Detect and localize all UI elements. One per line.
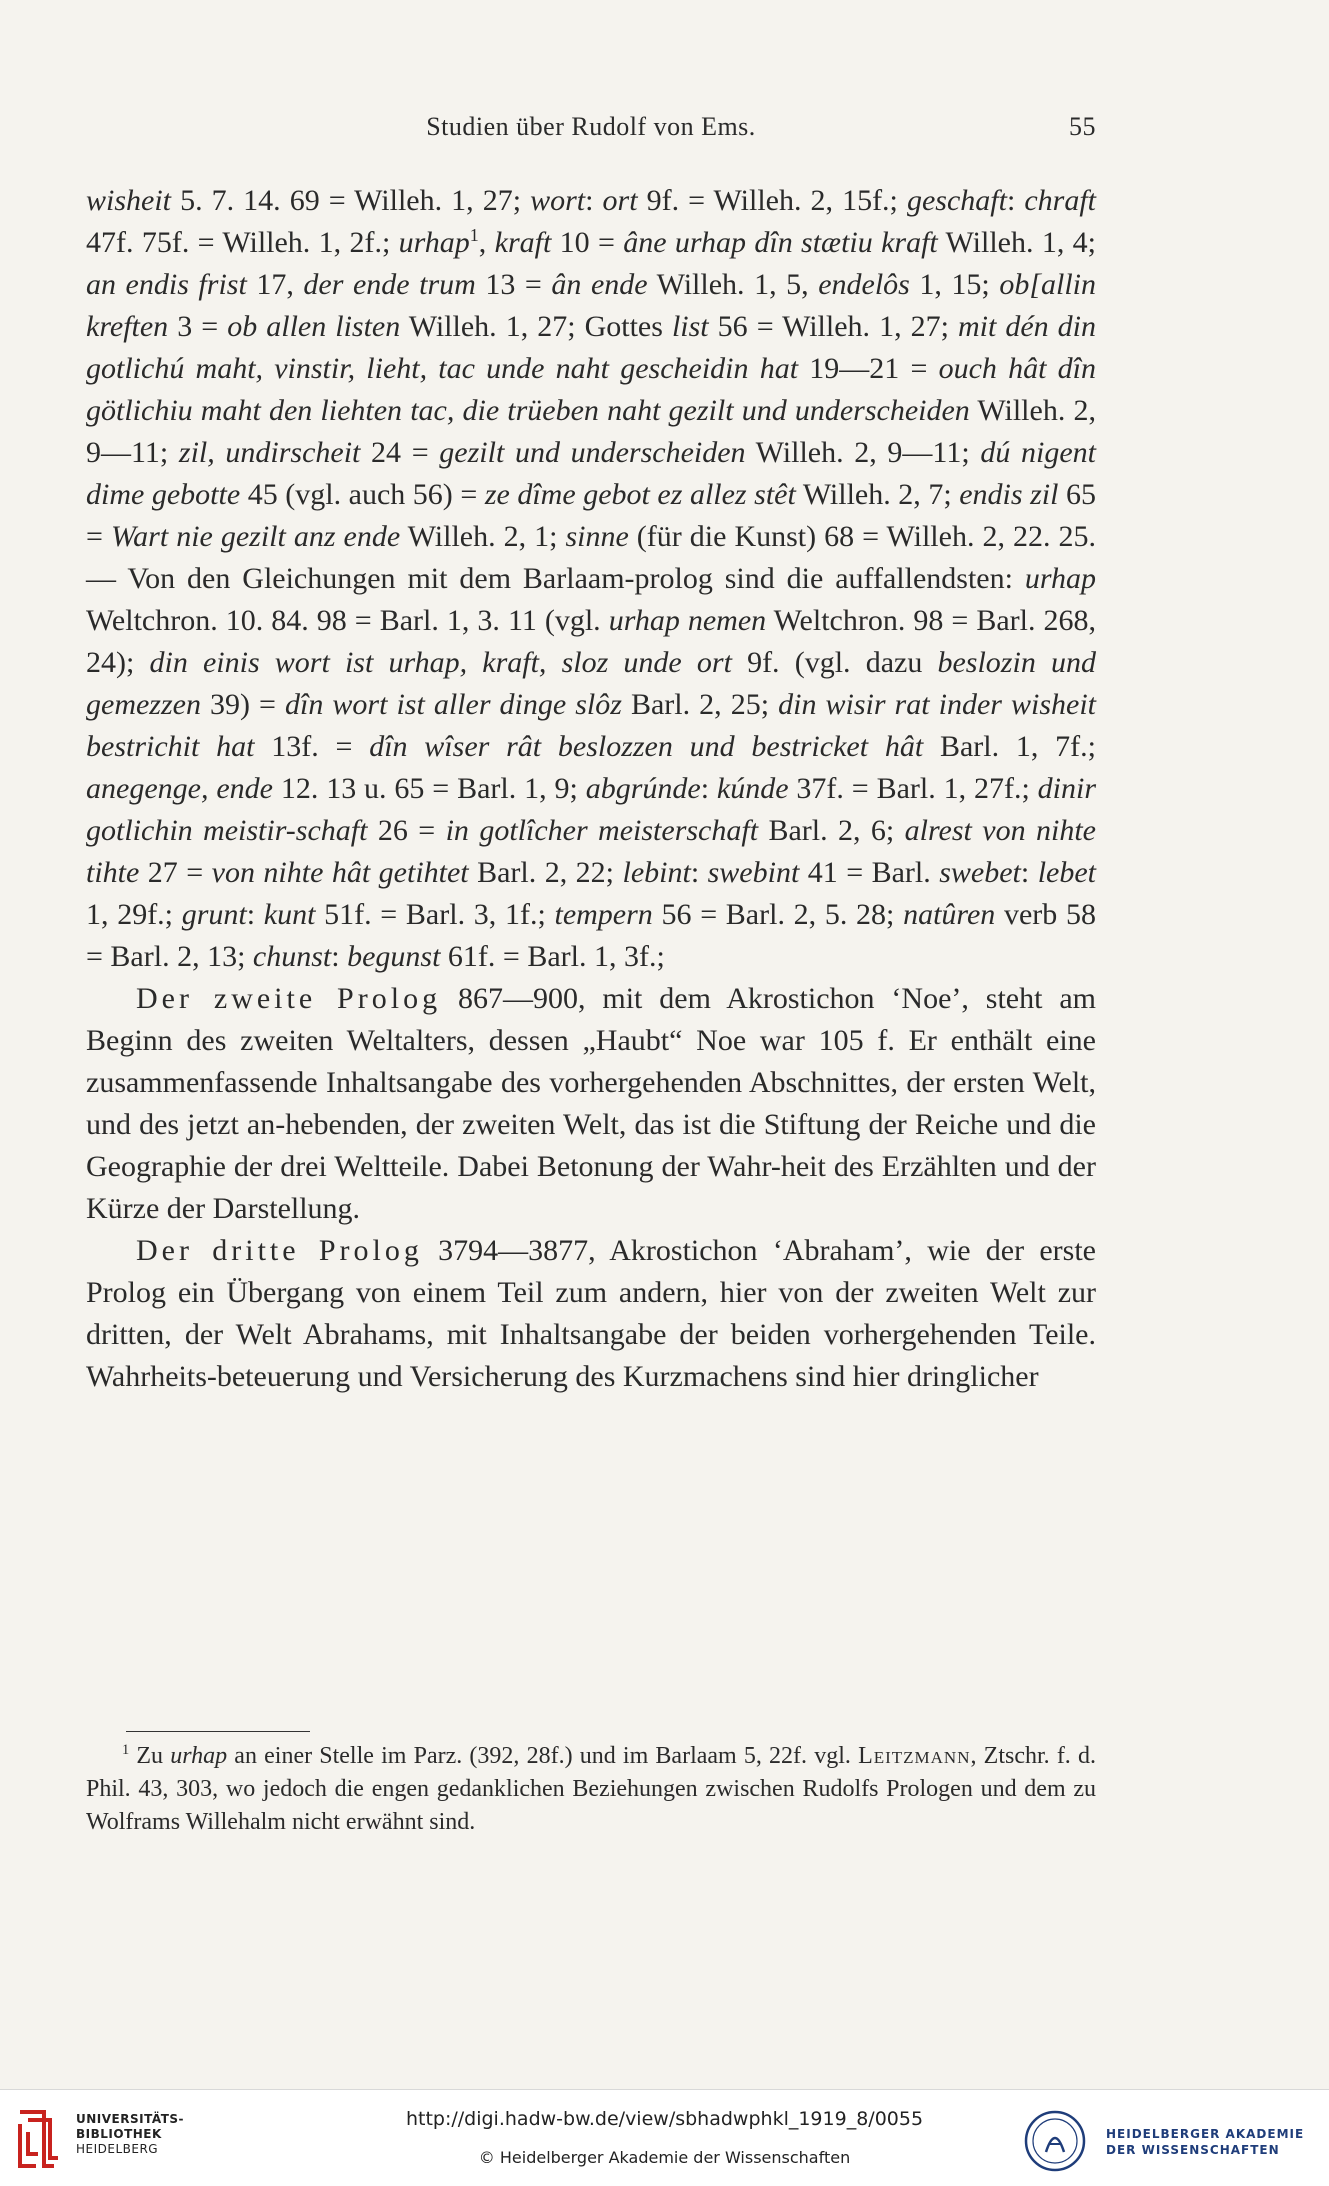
permalink-url[interactable]: http://digi.hadw-bw.de/view/sbhadwphkl_1919_8/0055 xyxy=(405,2108,924,2130)
footnote-divider xyxy=(126,1731,310,1732)
paragraph-1: wisheit 5. 7. 14. 69 = Willeh. 1, 27; wort: ort 9f. = Willeh. 2, 15f.; geschaft: chraft 47f. 75f. = Willeh. 1, 2f.; urhap$^1$, kraft 10 = âne urhap dîn stætiu kraft Willeh. 1, 4; an endis frist 17, der ende trum 13 = ân ende Willeh. 1, 5, endelôs 1, 15; ob[allin kreften 3 = ob allen listen Willeh. 1, 27; Gottes list 56 = Willeh. 1, 27; mit dén din gotlichú maht, vinstir, lieht, tac unde naht gescheidin hat 19—21 = ouch hât dîn götlichiu maht den liehten tac, die trüeben naht gezilt und underscheiden Willeh. 2, 9—11; zil, undirscheit 24 = gezilt und underscheiden Willeh. 2, 9—11; dú nigent dime gebotte 45 (vgl. auch 56) = ze dîme gebot ez allez stêt Willeh. 2, 7; endis zil 65 = Wart nie gezilt anz ende Willeh. 2, 1; sinne (für die Kunst) 68 = Willeh. 2, 22. 25. — Von den Gleichungen mit dem Barlaam-prolog sind die auffallendsten: urhap Weltchron. 10. 84. 98 = Barl. 1, 3. 11 (vgl. urhap nemen Weltchron. 98 = Barl. 268, 24); din einis wort ist urhap, kraft, sloz unde ort 9f. (vgl. dazu beslozin und gemezzen 39) = dîn wort ist aller dinge slôz Barl. 2, 25; din wisir rat inder wisheit bestrichit hat 13f. = dîn wîser rât beslozzen und bestricket hât Barl. 1, 7f.; anegenge, ende 12. 13 u. 65 = Barl. 1, 9; abgrúnde: kúnde 37f. = Barl. 1, 27f.; dinir gotlichin meistir-schaft 26 = in gotlîcher meisterschaft Barl. 2, 6; alrest von nihte tihte 27 = von nihte hât getihtet Barl. 2, 22; lebint: swebint 41 = Barl. swebet: lebet 1, 29f.; grunt: kunt 51f. = Barl. 3, 1f.; tempern 56 = Barl. 2, 5. 28; natûren verb 58 = Barl. 2, 13; chunst: begunst 61f. = Barl. 1, 3f.; xyxy=(86,184,1097,973)
paragraph-3: Der dritte Prolog 3794—3877, Akrostichon ‘Abraham’, wie der erste Prolog ein Übergang von einem Teil zum andern, hier von der zweiten Welt zur dritten, der Welt Abrahams, mit Inhaltsangabe der beiden vorhergehenden Teile. Wahrheits-beteuerung und Versicherung des Kurzmachens sind hier dringlicher xyxy=(86,1234,1096,1393)
digitization-footer xyxy=(0,2089,1329,2186)
page-number: 55 xyxy=(1069,112,1096,141)
footnote xyxy=(86,1740,1096,1839)
main-text xyxy=(86,180,1096,1398)
academy-name: HEIDELBERGER AKADEMIE DER WISSENSCHAFTEN xyxy=(1106,2127,1305,2157)
footnote-1: $^1$ Zu urhap an einer Stelle im Parz. (392, 28f.) und im Barlaam 5, 22f. vgl. Leitzmann, Ztschr. f. d. Phil. 43, 303, wo jedoch die engen gedanklichen Beziehungen zwischen Rudolfs Prologen und dem zu Wolframs Willehalm nicht erwähnt sind. xyxy=(86,1742,1096,1835)
academy-seal-icon xyxy=(1024,2110,1086,2172)
library-name: UNIVERSITÄTS- BIBLIOTHEK HEIDELBERG xyxy=(76,2112,185,2156)
running-header xyxy=(86,112,1096,152)
copyright-notice: © Heidelberger Akademie der Wissenschaften xyxy=(478,2148,851,2167)
paragraph-2: Der zweite Prolog 867—900, mit dem Akrostichon ‘Noe’, steht am Beginn des zweiten Weltalters, dessen „Haubt“ Noe war 105 f. Er enthält eine zusammenfassende Inhaltsangabe des vorhergehenden Abschnittes, der ersten Welt, und des jetzt an-hebenden, der zweiten Welt, das ist die Stiftung der Reiche und die Geographie der drei Weltteile. Dabei Betonung der Wahr-heit des Erzählten und der Kürze der Darstellung. xyxy=(86,982,1096,1225)
running-title: Studien über Rudolf von Ems. xyxy=(426,112,756,141)
